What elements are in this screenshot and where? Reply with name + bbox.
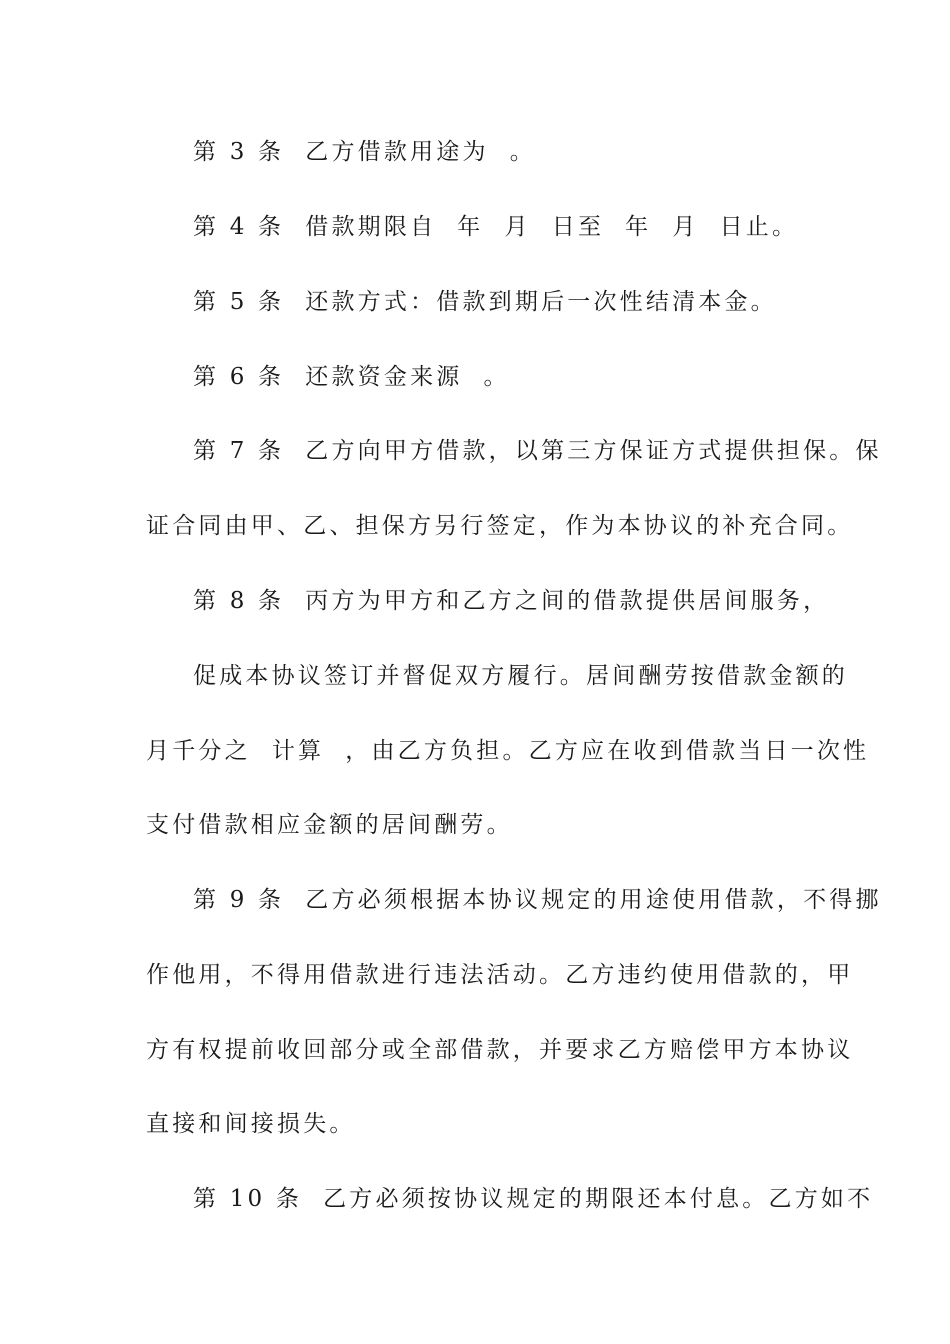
article-8-line-1: 第 8 条 丙方为甲方和乙方之间的借款提供居间服务， [193, 588, 830, 614]
article-7-line-1: 第 7 条 乙方向甲方借款，以第三方保证方式提供担保。保 [193, 438, 882, 464]
article-9-line-3: 方有权提前收回部分或全部借款，并要求乙方赔偿甲方本协议 [146, 1037, 854, 1063]
article-9-line-2: 作他用，不得用借款进行违法活动。乙方违约使用借款的，甲 [146, 962, 854, 988]
article-8-line-4: 支付借款相应金额的居间酬劳。 [146, 812, 513, 838]
article-9-line-1: 第 9 条 乙方必须根据本协议规定的用途使用借款，不得挪 [193, 887, 882, 913]
article-10-line-1: 第 10 条 乙方必须按协议规定的期限还本付息。乙方如不 [193, 1186, 874, 1212]
article-5-line: 第 5 条 还款方式：借款到期后一次性结清本金。 [193, 289, 777, 315]
article-6-line: 第 6 条 还款资金来源 。 [193, 364, 510, 390]
article-4-line: 第 4 条 借款期限自 年 月 日至 年 月 日止。 [193, 214, 799, 240]
article-9-line-4: 直接和间接损失。 [146, 1111, 356, 1137]
article-3-line: 第 3 条 乙方借款用途为 。 [193, 139, 536, 165]
article-7-line-2: 证合同由甲、乙、担保方另行签定，作为本协议的补充合同。 [146, 513, 854, 539]
article-8-line-3: 月千分之 计算 ，由乙方负担。乙方应在收到借款当日一次性 [146, 738, 870, 764]
article-8-line-2: 促成本协议签订并督促双方履行。居间酬劳按借款金额的 [193, 663, 848, 689]
